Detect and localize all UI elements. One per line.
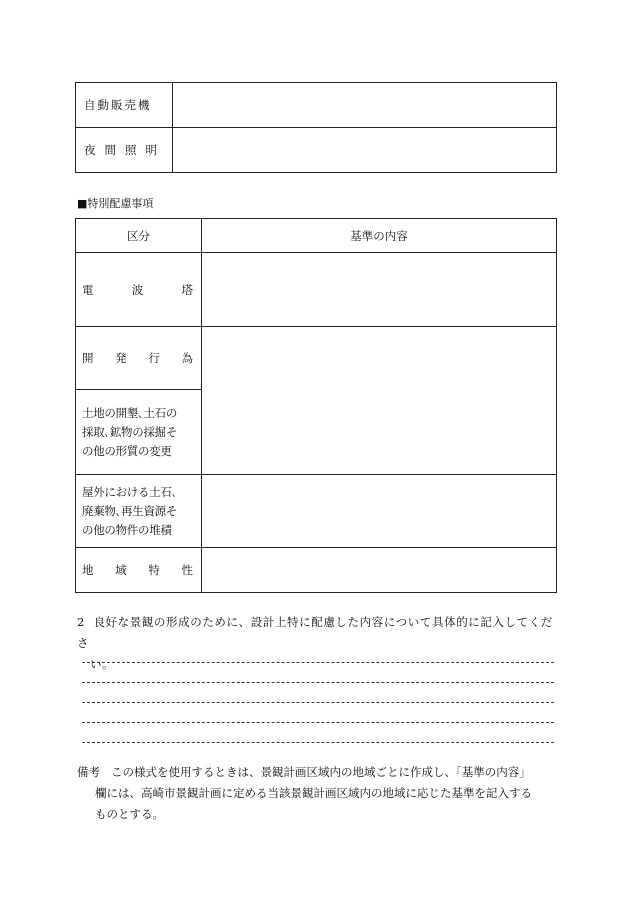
answer-line[interactable] [82, 682, 554, 683]
development-label: 開 発 行 為 [76, 327, 202, 390]
land-change-label: 土地の開墾､土石の 採取､鉱物の採掘そ の他の形質の変更 [76, 390, 202, 475]
night-lighting-label: 夜間照明 [76, 128, 173, 173]
special-consideration-table [75, 218, 557, 593]
column-header-category: 区分 [76, 219, 202, 253]
section2-instruction [77, 612, 557, 675]
remarks-line3: ものとする。 [95, 807, 164, 821]
night-lighting-value[interactable] [173, 128, 557, 173]
table-row [76, 475, 557, 548]
remarks-label: 備考 [77, 765, 100, 779]
section2-number: 2 [77, 615, 85, 629]
radio-tower-label: 電 波 塔 [76, 253, 202, 327]
table-row [76, 253, 557, 327]
table-header-row [76, 219, 557, 253]
remarks [77, 762, 557, 825]
outdoor-storage-label: 屋外における土石､ 廃棄物､再生資源そ の他の物件の堆積 [76, 475, 202, 548]
regional-characteristics-label: 地 域 特 性 [76, 548, 202, 593]
remarks-line1: この様式を使用するときは、景観計画区域内の地域ごとに作成し、「基準の内容」 [110, 765, 531, 779]
section2-text-line1: 良好な景観の形成のために、設計上特に配慮した内容について具体的に記入してくださ [77, 615, 554, 650]
answer-line[interactable] [82, 702, 554, 703]
vending-machine-label: 自動販売機 [76, 83, 173, 128]
remarks-line2: 欄には、高崎市景観計画に定める当該景観計画区域内の地域に応じた基準を記入する [95, 786, 532, 800]
section2-text-line2: い。 [90, 657, 115, 671]
column-header-content: 基準の内容 [202, 219, 557, 253]
answer-line[interactable] [82, 722, 554, 723]
facility-table [75, 82, 557, 173]
table-row [76, 128, 557, 173]
special-consideration-heading: ■特別配慮事項 [77, 197, 154, 210]
table-row [76, 327, 557, 390]
vending-machine-value[interactable] [173, 83, 557, 128]
answer-line[interactable] [82, 742, 554, 743]
table-row [76, 548, 557, 593]
development-content[interactable] [202, 327, 557, 475]
regional-characteristics-content[interactable] [202, 548, 557, 593]
radio-tower-content[interactable] [202, 253, 557, 327]
answer-line[interactable] [82, 662, 554, 663]
table-row [76, 83, 557, 128]
outdoor-storage-content[interactable] [202, 475, 557, 548]
